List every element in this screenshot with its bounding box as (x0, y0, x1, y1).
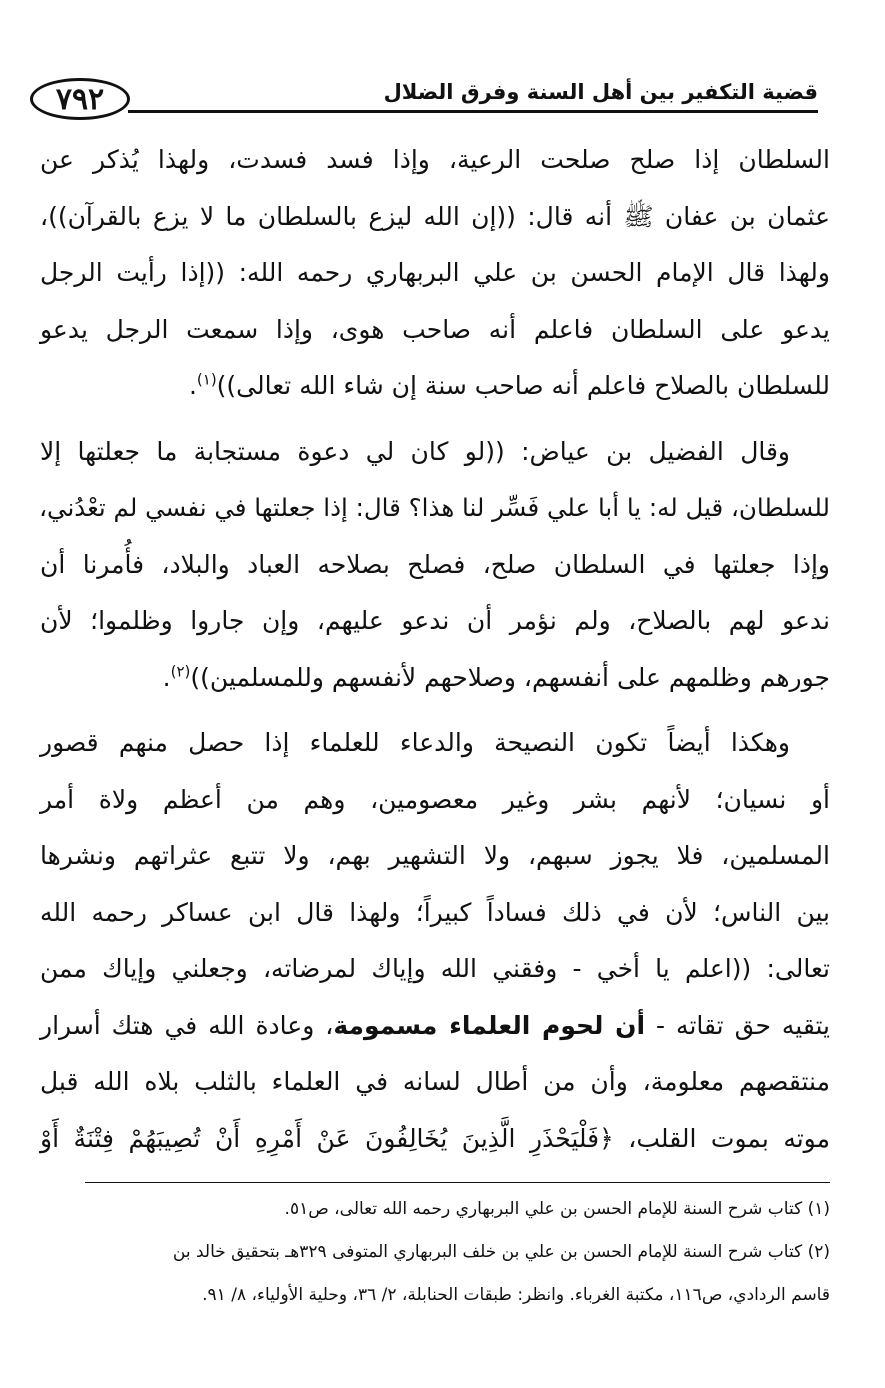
text-line: للسلطان، قيل له: يا أبا علي فَسِّر لنا هذا؟ قال: إذا جعلتها في نفسي لم تعْدُني، (39, 493, 830, 522)
text-line: يدعو على السلطان فاعلم أنه صاحب هوى، وإذا سمعت الرجل يدعو (40, 314, 830, 344)
text-line: وقال الفضيل بن عياض: ((لو كان لي دعوة مستجابة ما جعلتها إلا (40, 436, 790, 466)
header-rule (128, 110, 818, 113)
text-line: موته بموت القلب، ﴿فَلْيَحْذَرِ الَّذِينَ يُخَالِفُونَ عَنْ أَمْرِهِ أَنْ تُصِيبَهُمْ فِتْنَةٌ أَوْ (40, 1123, 830, 1153)
text-line: منتقصهم معلومة، وأن من أطال لسانه في العلماء بالثلب بلاه الله قبل (40, 1067, 830, 1096)
footnote-2-continuation: قاسم الردادي، ص١١٦، مكتبة الغرباء. وانظر: طبقات الحنابلة، ٢/ ٣٦، وحلية الأولياء، ٨/ ٩١. (202, 1285, 830, 1305)
text-line: يتقيه حق تقاته - أن لحوم العلماء مسمومة، وعادة الله في هتك أسرار (40, 1010, 830, 1040)
emphasized-phrase: أن لحوم العلماء مسمومة (333, 1010, 646, 1040)
text-line: وهكذا أيضاً تكون النصيحة والدعاء للعلماء إذا حصل منهم قصور (40, 728, 790, 757)
text-line-last: للسلطان بالصلاح فاعلم أنه صاحب سنة إن شاء الله تعالى))$^{(١)}$. (188, 370, 830, 400)
footnote-2: (٢) كتاب شرح السنة للإمام الحسن بن علي بن خلف البربهاري المتوفى ٣٢٩هـ بتحقيق خالد بن (172, 1242, 830, 1262)
text-line: أو نسيان؛ لأنهم بشر وغير معصومين، وهم من أعظم ولاة أمر (40, 784, 830, 814)
body-text (40, 132, 830, 1167)
paragraph-1 (40, 132, 830, 415)
text-line: السلطان إذا صلح صلحت الرعية، وإذا فسد فسدت، ولهذا يُذكر عن (40, 145, 830, 174)
footnotes (40, 1188, 830, 1317)
text-line: ولهذا قال الإمام الحسن بن علي البربهاري رحمه الله: ((إذا رأيت الرجل (40, 258, 830, 287)
footnote-1: (١) كتاب شرح السنة للإمام الحسن بن علي البربهاري رحمه الله تعالى، ص٥١. (284, 1199, 830, 1219)
text-line: تعالى: ((اعلم يا أخي - وفقني الله وإياك لمرضاته، وجعلني وإياك ممن (40, 954, 830, 983)
page-number: ٧٩٢ (30, 78, 130, 120)
text-line: وإذا جعلتها في السلطان صلح، فصلح بصلاحه العباد والبلاد، فأُمرنا أن (40, 549, 830, 579)
paragraph-2 (40, 424, 830, 707)
text-line: للسلطان بالصلاح فاعلم أنه صاحب سنة إن شاء الله تعالى)) (216, 371, 830, 400)
footnote-ref: (٢) (170, 662, 191, 681)
text-line: ندعو لهم بالصلاح، ولم نؤمر أن ندعو عليهم، وإن جاروا وظلموا؛ لأن (40, 606, 830, 635)
text-line: بين الناس؛ لأن في ذلك فساداً كبيراً؛ ولهذا قال ابن عساكر رحمه الله (40, 897, 830, 927)
text-line: جورهم وظلمهم على أنفسهم، وصلاحهم لأنفسهم وللمسلمين)) (190, 662, 830, 692)
page-header (30, 78, 818, 122)
text-line: عثمان بن عفان ﷺ أنه قال: ((إن الله ليزع بالسلطان ما لا يزع بالقرآن))، (40, 201, 830, 231)
running-title: قضية التكفير بين أهل السنة وفرق الضلال (383, 80, 818, 104)
paragraph-3 (40, 715, 830, 1167)
footnote-rule (85, 1182, 830, 1183)
text-line-last: جورهم وظلمهم على أنفسهم، وصلاحهم لأنفسهم وللمسلمين))$^{(٢)}$. (162, 662, 830, 692)
footnote-ref: (١) (196, 370, 217, 389)
text-line: المسلمين، فلا يجوز سبهم، ولا التشهير بهم، ولا تتبع عثراتهم ونشرها (40, 841, 830, 870)
